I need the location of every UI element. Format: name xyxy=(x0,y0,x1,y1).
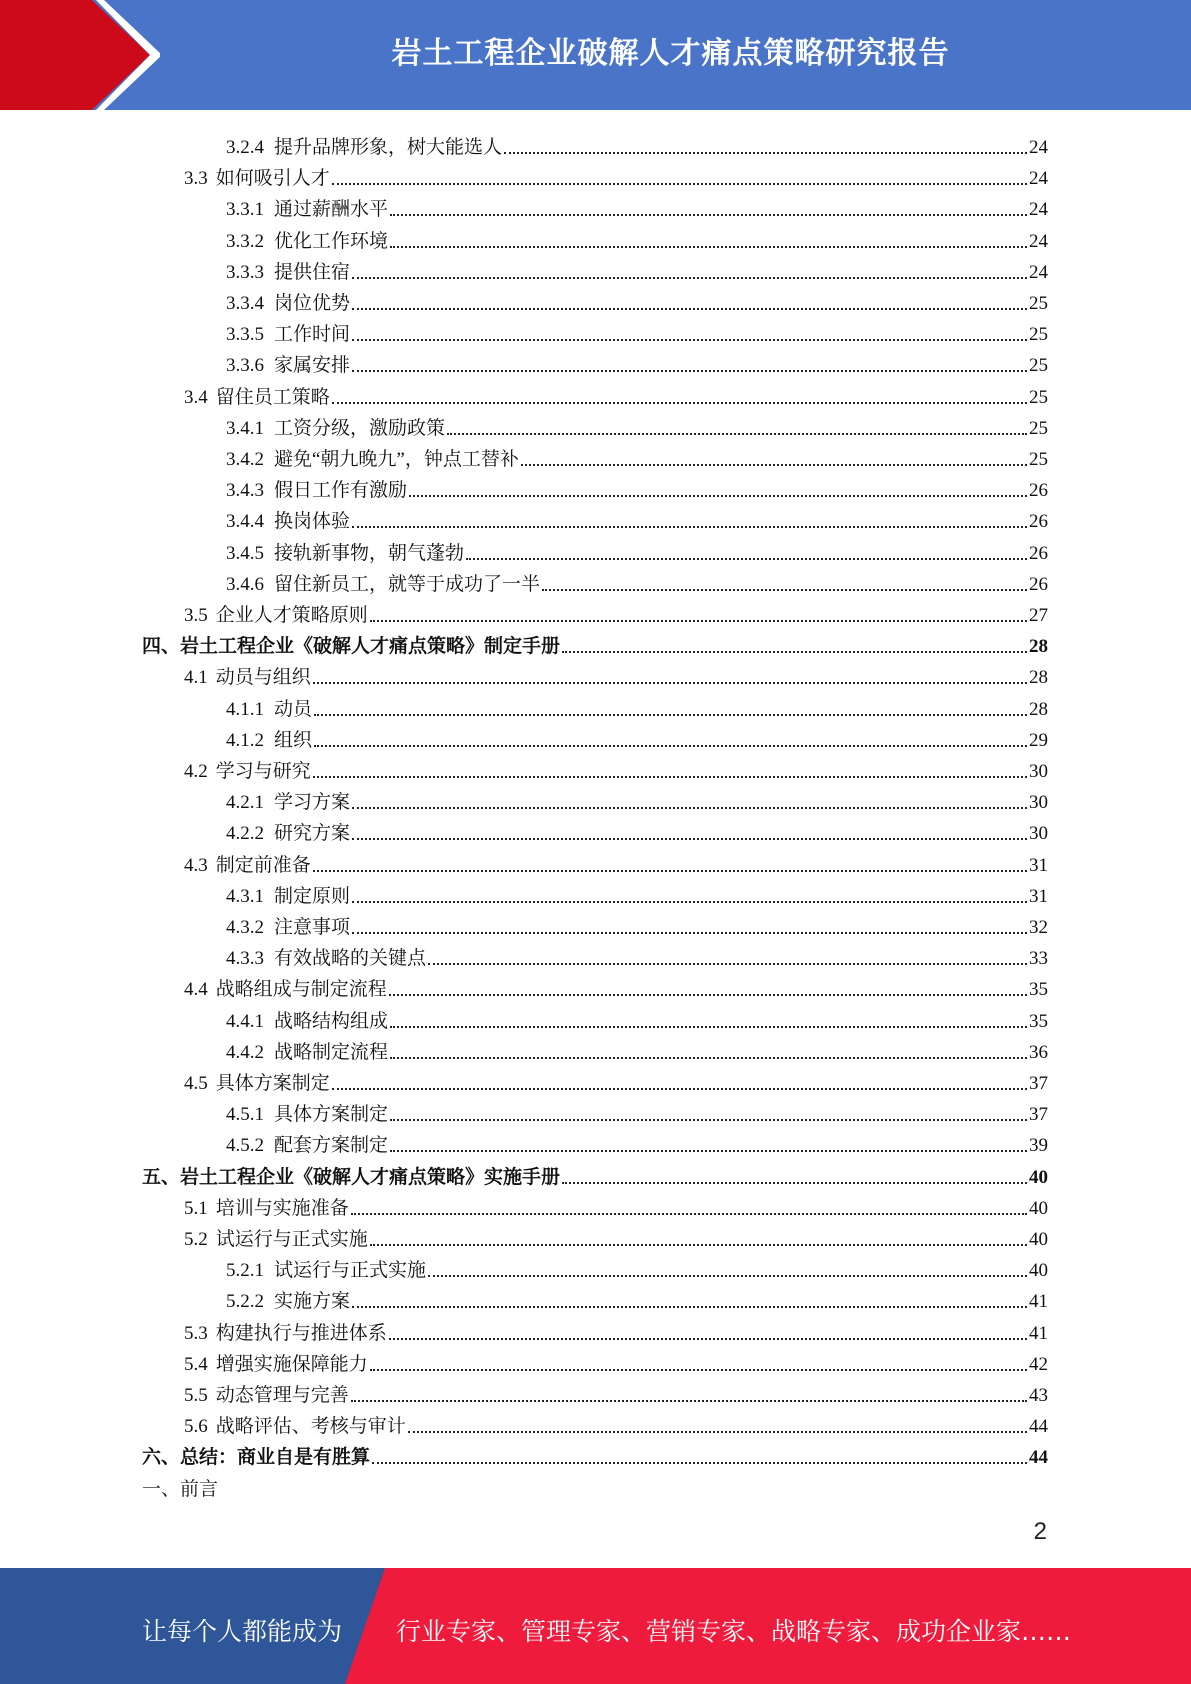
toc-entry[interactable] xyxy=(226,409,1048,440)
toc-entry-number: 4.3.1 xyxy=(226,885,264,907)
toc-entry[interactable] xyxy=(142,1470,218,1501)
toc-entry-page: 31 xyxy=(1029,854,1048,876)
toc-entry-title: 制定原则 xyxy=(274,885,351,907)
toc-entry-page: 40 xyxy=(1029,1229,1048,1250)
toc-entry-number: 3.3.5 xyxy=(226,324,264,346)
toc-entry-number: 3.4.3 xyxy=(226,480,264,502)
toc-entry-page: 44 xyxy=(1029,1447,1048,1469)
toc-entry-title: 有效战略的关键点 xyxy=(274,948,427,970)
toc-dot-leader xyxy=(332,1088,1027,1090)
toc-entry[interactable] xyxy=(226,690,1048,721)
toc-entry[interactable] xyxy=(226,908,1048,939)
toc-entry[interactable] xyxy=(226,721,1048,752)
toc-dot-leader xyxy=(542,589,1027,591)
toc-dot-leader xyxy=(389,994,1027,996)
toc-entry[interactable] xyxy=(184,752,1048,783)
toc-entry-number: 4.2.2 xyxy=(226,823,264,845)
toc-entry-page: 30 xyxy=(1029,823,1048,845)
toc-entry-title: 实施方案 xyxy=(274,1291,351,1313)
toc-entry[interactable] xyxy=(184,1189,1048,1220)
toc-dot-leader xyxy=(562,651,1027,653)
toc-entry-number: 3.4 xyxy=(184,386,208,408)
toc-entry-title: 具体方案制定 xyxy=(274,1104,389,1126)
toc-entry-title: 配套方案制定 xyxy=(274,1135,389,1157)
toc-entry-page: 42 xyxy=(1029,1353,1048,1375)
toc-entry[interactable] xyxy=(226,346,1048,377)
toc-entry[interactable] xyxy=(226,253,1048,284)
toc-entry-page: 43 xyxy=(1029,1385,1048,1406)
toc-entry-title: 具体方案制定 xyxy=(215,1073,330,1094)
toc-entry-page: 28 xyxy=(1029,698,1048,720)
toc-entry-title: 制定前准备 xyxy=(215,854,311,876)
toc-entry-title: 留住员工策略 xyxy=(215,386,330,408)
toc-entry[interactable] xyxy=(226,1251,1048,1282)
toc-entry-title: 提供住宿 xyxy=(274,261,351,283)
toc-entry-title: 换岗体验 xyxy=(274,511,351,533)
toc-dot-leader xyxy=(408,1431,1027,1433)
toc-entry-page: 25 xyxy=(1029,449,1048,470)
toc-entry-number: 3.4.6 xyxy=(226,573,264,595)
toc-entry-page: 26 xyxy=(1029,573,1048,595)
toc-entry[interactable] xyxy=(226,877,1048,908)
toc-dot-leader xyxy=(352,277,1027,279)
toc-entry[interactable] xyxy=(226,1033,1048,1064)
toc-entry[interactable] xyxy=(184,1376,1048,1407)
toc-entry-page: 27 xyxy=(1029,605,1048,626)
toc-entry-title: 避免“朝九晚九”，钟点工替补 xyxy=(274,449,519,470)
toc-entry-page: 35 xyxy=(1029,979,1048,1001)
toc-entry-number: 4.5 xyxy=(184,1073,208,1094)
toc-dot-leader xyxy=(390,1119,1027,1121)
toc-dot-leader xyxy=(352,308,1027,310)
toc-dot-leader xyxy=(313,682,1027,684)
toc-entry-title: 企业人才策略原则 xyxy=(215,605,368,626)
toc-entry-number: 4.2.1 xyxy=(226,792,264,814)
toc-entry-page: 28 xyxy=(1029,636,1048,658)
toc-entry-title: 战略结构组成 xyxy=(274,1010,389,1032)
toc-entry-title: 假日工作有激励 xyxy=(274,480,408,502)
toc-entry[interactable] xyxy=(184,970,1048,1001)
toc-entry[interactable] xyxy=(184,1064,1048,1095)
toc-entry-page: 33 xyxy=(1029,948,1048,970)
toc-dot-leader xyxy=(390,1150,1027,1152)
page-number: 2 xyxy=(1033,1518,1047,1545)
toc-entry[interactable] xyxy=(226,565,1048,596)
toc-dot-leader xyxy=(314,745,1027,747)
toc-dot-leader xyxy=(389,1338,1027,1340)
toc-entry-title: 战略组成与制定流程 xyxy=(215,979,387,1001)
toc-entry-page: 37 xyxy=(1029,1073,1048,1094)
toc-entry-number: 3.3.2 xyxy=(226,230,264,252)
toc-entry[interactable] xyxy=(226,1126,1048,1157)
toc-entry-number: 4.3 xyxy=(184,854,208,876)
toc-entry[interactable] xyxy=(226,1282,1048,1313)
toc-entry-title: 战略制定流程 xyxy=(274,1041,389,1063)
footer-banner xyxy=(0,1568,1191,1684)
toc-entry-page: 44 xyxy=(1029,1416,1048,1438)
toc-entry-title: 一、前言 xyxy=(142,1478,219,1500)
toc-entry-title: 岗位优势 xyxy=(274,293,351,314)
toc-entry-number: 3.4.5 xyxy=(226,542,264,564)
toc-entry[interactable] xyxy=(226,440,1048,471)
toc-entry-number: 3.3.4 xyxy=(226,293,264,314)
toc-entry-title: 动员 xyxy=(274,698,313,720)
toc-entry-title: 组织 xyxy=(274,729,313,751)
toc-entry-number: 3.4.2 xyxy=(226,449,264,470)
toc-entry-page: 24 xyxy=(1029,137,1048,158)
toc-dot-leader xyxy=(428,1275,1027,1277)
toc-entry-title: 培训与实施准备 xyxy=(215,1197,349,1219)
toc-entry[interactable] xyxy=(184,1314,1048,1345)
toc-entry-page: 41 xyxy=(1029,1291,1048,1313)
toc-entry[interactable] xyxy=(226,1095,1048,1126)
toc-dot-leader xyxy=(390,214,1027,216)
toc-entry[interactable] xyxy=(184,846,1048,877)
toc-entry-page: 25 xyxy=(1029,324,1048,346)
document-title: 岩土工程企业破解人才痛点策略研究报告 xyxy=(391,36,950,71)
toc-entry-number: 4.4 xyxy=(184,979,208,1001)
toc-entry[interactable] xyxy=(226,471,1048,502)
toc-dot-leader xyxy=(352,339,1027,341)
toc-entry-number: 4.5.2 xyxy=(226,1135,264,1157)
toc-entry-number: 3.4.4 xyxy=(226,511,264,533)
toc-dot-leader xyxy=(352,370,1027,372)
toc-entry-title: 优化工作环境 xyxy=(274,230,389,252)
toc-entry-page: 36 xyxy=(1029,1041,1048,1063)
toc-entry-title: 学习方案 xyxy=(274,792,351,814)
toc-entry-title: 六、总结：商业自是有胜算 xyxy=(142,1447,371,1469)
toc-entry-number: 4.4.2 xyxy=(226,1041,264,1063)
toc-entry-title: 留住新员工，就等于成功了一半 xyxy=(274,573,541,595)
toc-entry-title: 工资分级，激励政策 xyxy=(274,417,446,439)
toc-entry-title: 如何吸引人才 xyxy=(215,168,330,190)
toc-entry-title: 注意事项 xyxy=(274,917,351,938)
toc-entry-page: 24 xyxy=(1029,230,1048,252)
toc-dot-leader xyxy=(447,433,1027,435)
toc-entry-title: 增强实施保障能力 xyxy=(215,1353,368,1375)
toc-entry-number: 4.2 xyxy=(184,761,208,782)
header-banner xyxy=(0,0,1191,110)
toc-entry[interactable] xyxy=(226,939,1048,970)
toc-entry-page: 24 xyxy=(1029,261,1048,283)
header-red-arrow xyxy=(0,0,150,110)
toc-dot-leader xyxy=(352,838,1027,840)
toc-entry[interactable] xyxy=(226,190,1048,221)
toc-entry[interactable] xyxy=(226,315,1048,346)
toc-entry-number: 4.5.1 xyxy=(226,1104,264,1126)
toc-entry[interactable] xyxy=(184,159,1048,190)
toc-dot-leader xyxy=(352,807,1027,809)
toc-entry[interactable] xyxy=(226,1002,1048,1033)
toc-entry[interactable] xyxy=(226,534,1048,565)
toc-entry-number: 3.3.3 xyxy=(226,261,264,283)
toc-entry[interactable] xyxy=(142,627,1048,658)
toc-entry[interactable] xyxy=(184,1220,1048,1251)
toc-entry-number: 3.4.1 xyxy=(226,417,264,439)
toc-dot-leader xyxy=(504,152,1027,154)
toc-entry-number: 5.2 xyxy=(184,1229,208,1250)
toc-entry[interactable] xyxy=(226,128,1048,159)
toc-dot-leader xyxy=(370,1244,1027,1246)
toc-entry-title: 通过薪酬水平 xyxy=(274,199,389,221)
toc-entry-title: 战略评估、考核与审计 xyxy=(215,1416,406,1438)
toc-entry-page: 40 xyxy=(1029,1197,1048,1219)
toc-entry-title: 动员与组织 xyxy=(215,667,311,689)
toc-entry-number: 4.1 xyxy=(184,667,208,689)
toc-dot-leader xyxy=(352,526,1027,528)
toc-entry[interactable] xyxy=(226,814,1048,845)
toc-dot-leader xyxy=(521,464,1027,466)
toc-dot-leader xyxy=(313,776,1027,778)
toc-entry[interactable] xyxy=(226,284,1048,315)
toc-entry-title: 试运行与正式实施 xyxy=(215,1229,368,1250)
toc-entry-page: 37 xyxy=(1029,1104,1048,1126)
toc-entry-page: 30 xyxy=(1029,792,1048,814)
footer-slogan-left: 让每个人都能成为 xyxy=(142,1617,343,1646)
toc-dot-leader xyxy=(428,963,1027,965)
toc-entry-page: 39 xyxy=(1029,1135,1048,1157)
toc-entry-title: 五、岩土工程企业《破解人才痛点策略》实施手册 xyxy=(142,1166,561,1188)
toc-dot-leader xyxy=(352,1306,1027,1308)
toc-entry-page: 25 xyxy=(1029,355,1048,377)
toc-entry-title: 动态管理与完善 xyxy=(215,1385,349,1406)
toc-entry-title: 构建执行与推进体系 xyxy=(215,1322,387,1344)
toc-entry-number: 4.4.1 xyxy=(226,1010,264,1032)
toc-entry[interactable] xyxy=(226,783,1048,814)
toc-entry-page: 26 xyxy=(1029,480,1048,502)
toc-entry-page: 30 xyxy=(1029,761,1048,782)
toc-entry-number: 4.1.2 xyxy=(226,729,264,751)
footer-slogan-right: 行业专家、管理专家、营销专家、战略专家、成功企业家…… xyxy=(396,1617,1072,1646)
toc-entry-number: 4.3.3 xyxy=(226,948,264,970)
toc-dot-leader xyxy=(352,932,1027,934)
toc-entry-title: 工作时间 xyxy=(274,324,351,346)
toc-entry[interactable] xyxy=(184,658,1048,689)
toc-dot-leader xyxy=(313,870,1027,872)
toc-entry-page: 26 xyxy=(1029,511,1048,533)
toc-dot-leader xyxy=(466,558,1027,560)
toc-entry[interactable] xyxy=(184,596,1048,627)
toc-entry-title: 家属安排 xyxy=(274,355,351,377)
toc-entry-page: 31 xyxy=(1029,885,1048,907)
toc-entry[interactable] xyxy=(184,1407,1048,1438)
toc-entry-number: 5.5 xyxy=(184,1385,208,1406)
toc-entry[interactable] xyxy=(142,1438,1048,1469)
toc-entry-number: 5.6 xyxy=(184,1416,208,1438)
toc-entry-page: 24 xyxy=(1029,168,1048,190)
toc-entry-title: 提升品牌形象，树大能选人 xyxy=(274,137,503,158)
toc-entry-number: 3.3.6 xyxy=(226,355,264,377)
toc-entry-page: 25 xyxy=(1029,417,1048,439)
toc-entry[interactable] xyxy=(226,502,1048,533)
toc-entry-title: 研究方案 xyxy=(274,823,351,845)
toc-entry-title: 接轨新事物，朝气蓬勃 xyxy=(274,542,465,564)
toc-entry-number: 5.2.2 xyxy=(226,1291,264,1313)
toc-dot-leader xyxy=(370,1369,1027,1371)
toc-dot-leader xyxy=(351,1213,1027,1215)
toc-entry-page: 32 xyxy=(1029,917,1048,938)
toc-entry-number: 5.3 xyxy=(184,1322,208,1344)
toc-entry-page: 24 xyxy=(1029,199,1048,221)
toc-dot-leader xyxy=(562,1182,1027,1184)
toc-entry-number: 5.4 xyxy=(184,1353,208,1375)
toc-entry-number: 4.3.2 xyxy=(226,917,264,938)
toc-entry-number: 3.3 xyxy=(184,168,208,190)
toc-dot-leader xyxy=(332,402,1027,404)
toc-dot-leader xyxy=(370,620,1027,622)
toc-entry-page: 41 xyxy=(1029,1322,1048,1344)
toc-entry-page: 28 xyxy=(1029,667,1048,689)
toc-entry-page: 25 xyxy=(1029,293,1048,314)
toc-dot-leader xyxy=(314,714,1027,716)
toc-entry-title: 四、岩土工程企业《破解人才痛点策略》制定手册 xyxy=(142,636,561,658)
toc-entry-title: 试运行与正式实施 xyxy=(274,1260,427,1282)
toc-entry-number: 3.5 xyxy=(184,605,208,626)
toc-dot-leader xyxy=(332,183,1027,185)
toc-dot-leader xyxy=(372,1462,1027,1464)
toc-entry[interactable] xyxy=(184,1345,1048,1376)
toc-entry-page: 40 xyxy=(1029,1166,1048,1188)
toc-dot-leader xyxy=(352,901,1027,903)
toc-entry-number: 3.3.1 xyxy=(226,199,264,221)
toc-entry-page: 35 xyxy=(1029,1010,1048,1032)
toc-entry-page: 29 xyxy=(1029,729,1048,751)
toc-dot-leader xyxy=(351,1400,1027,1402)
toc-entry-number: 5.1 xyxy=(184,1197,208,1219)
toc-entry-page: 40 xyxy=(1029,1260,1048,1282)
toc-dot-leader xyxy=(390,1026,1027,1028)
toc-entry[interactable] xyxy=(142,1158,1048,1189)
toc-dot-leader xyxy=(390,246,1027,248)
toc-entry[interactable] xyxy=(184,378,1048,409)
toc-entry-page: 26 xyxy=(1029,542,1048,564)
toc-entry-page: 25 xyxy=(1029,386,1048,408)
toc-entry-number: 3.2.4 xyxy=(226,137,264,158)
toc-entry-number: 5.2.1 xyxy=(226,1260,264,1282)
toc-dot-leader xyxy=(390,1057,1027,1059)
toc-entry-title: 学习与研究 xyxy=(215,761,311,782)
toc-dot-leader xyxy=(409,495,1027,497)
toc-entry-number: 4.1.1 xyxy=(226,698,264,720)
toc-entry[interactable] xyxy=(226,222,1048,253)
